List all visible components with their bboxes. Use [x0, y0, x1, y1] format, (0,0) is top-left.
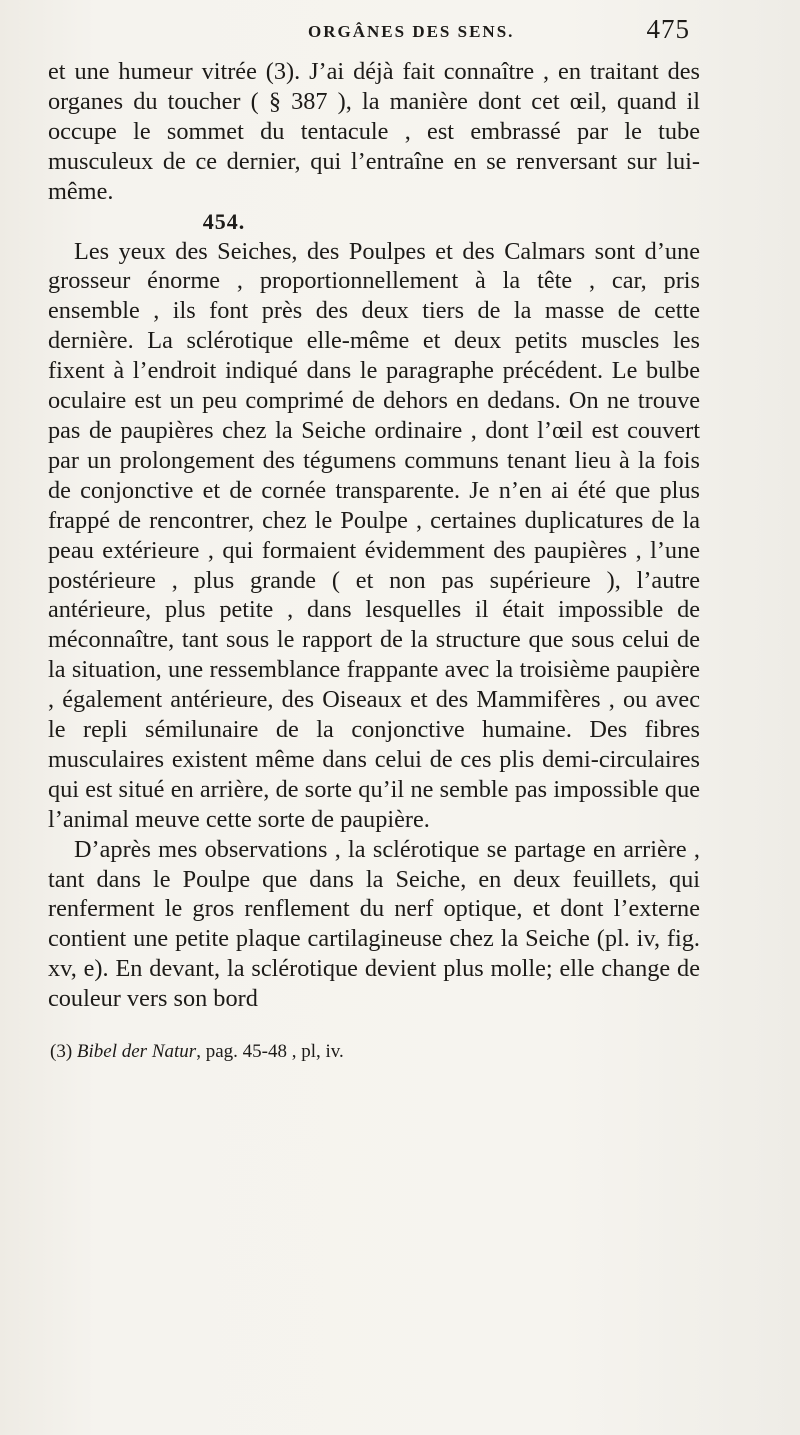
paragraph-continuation: et une humeur vitrée (3). J’ai déjà fait connaître , en traitant des organes du toucher ( § 387 ), la manière dont cet œil, quand il occupe le sommet du tentacule , est embrassé par le tube musculeux de ce dernier, qui l’entraîne en se renversant sur lui-même.	[48, 58, 700, 205]
section-number: 454.	[202, 208, 246, 234]
page-number: 475	[646, 14, 690, 44]
running-head	[50, 8, 690, 48]
paragraph-sclerotic: D’après mes observations , la sclérotique se partage en arrière , tant dans le Poulpe que dans la Seiche, en deux feuillets, qui renferment le gros renflement du nerf optique, et dont l’externe contient une petite plaque cartilagineuse chez la Seiche (pl. iv, fig. xv, e). En devant, la sclérotique devient plus molle; elle change de couleur vers son bord	[48, 835, 700, 1013]
footnote-ref: (3)	[50, 1041, 73, 1062]
footnote	[50, 1040, 700, 1064]
footnote-title: Bibel der Natur	[76, 1041, 197, 1062]
body-text	[48, 57, 700, 1014]
footnote-rest: , pag. 45-48 , pl, iv.	[196, 1041, 344, 1062]
running-title: ORGÂNES DES SENS.	[308, 22, 515, 41]
paragraph-eyes: Les yeux des Seiches, des Poulpes et des Calmars sont d’une grosseur énorme , proportionnellement à la tête , car, pris ensemble , ils font près des deux tiers de la masse de cette dernière. La sclérotique elle-même et deux petits muscles les fixent à l’endroit indiqué dans le paragraphe précédent. Le bulbe oculaire est un peu comprimé de dehors en dedans. On ne trouve pas de paupières chez la Seiche ordinaire , dont l’œil est couvert par un prolongement des tégumens communs tenant lieu à la fois de conjonctive et de cornée transparente. Je n’en ai été que plus frappé de rencontrer, chez le Poulpe , certaines duplicatures de la peau extérieure , qui formaient évidemment des paupières , l’une postérieure , plus grande ( et non pas supérieure ), l’autre antérieure, plus petite , dans lesquelles il était impossible de méconnaître, tant sous le rapport de la structure que sous celui de la situation, une ressemblance frappante avec la troisième paupière , également antérieure, des Oiseaux et des Mammifères , ou avec le repli sémilunaire de la conjonctive humaine. Des fibres musculaires existent même dans celui de ces plis demi-circulaires qui est situé en arrière, de sorte qu’il ne semble pas impossible que l’animal meuve cette sorte de paupière.	[48, 237, 700, 833]
